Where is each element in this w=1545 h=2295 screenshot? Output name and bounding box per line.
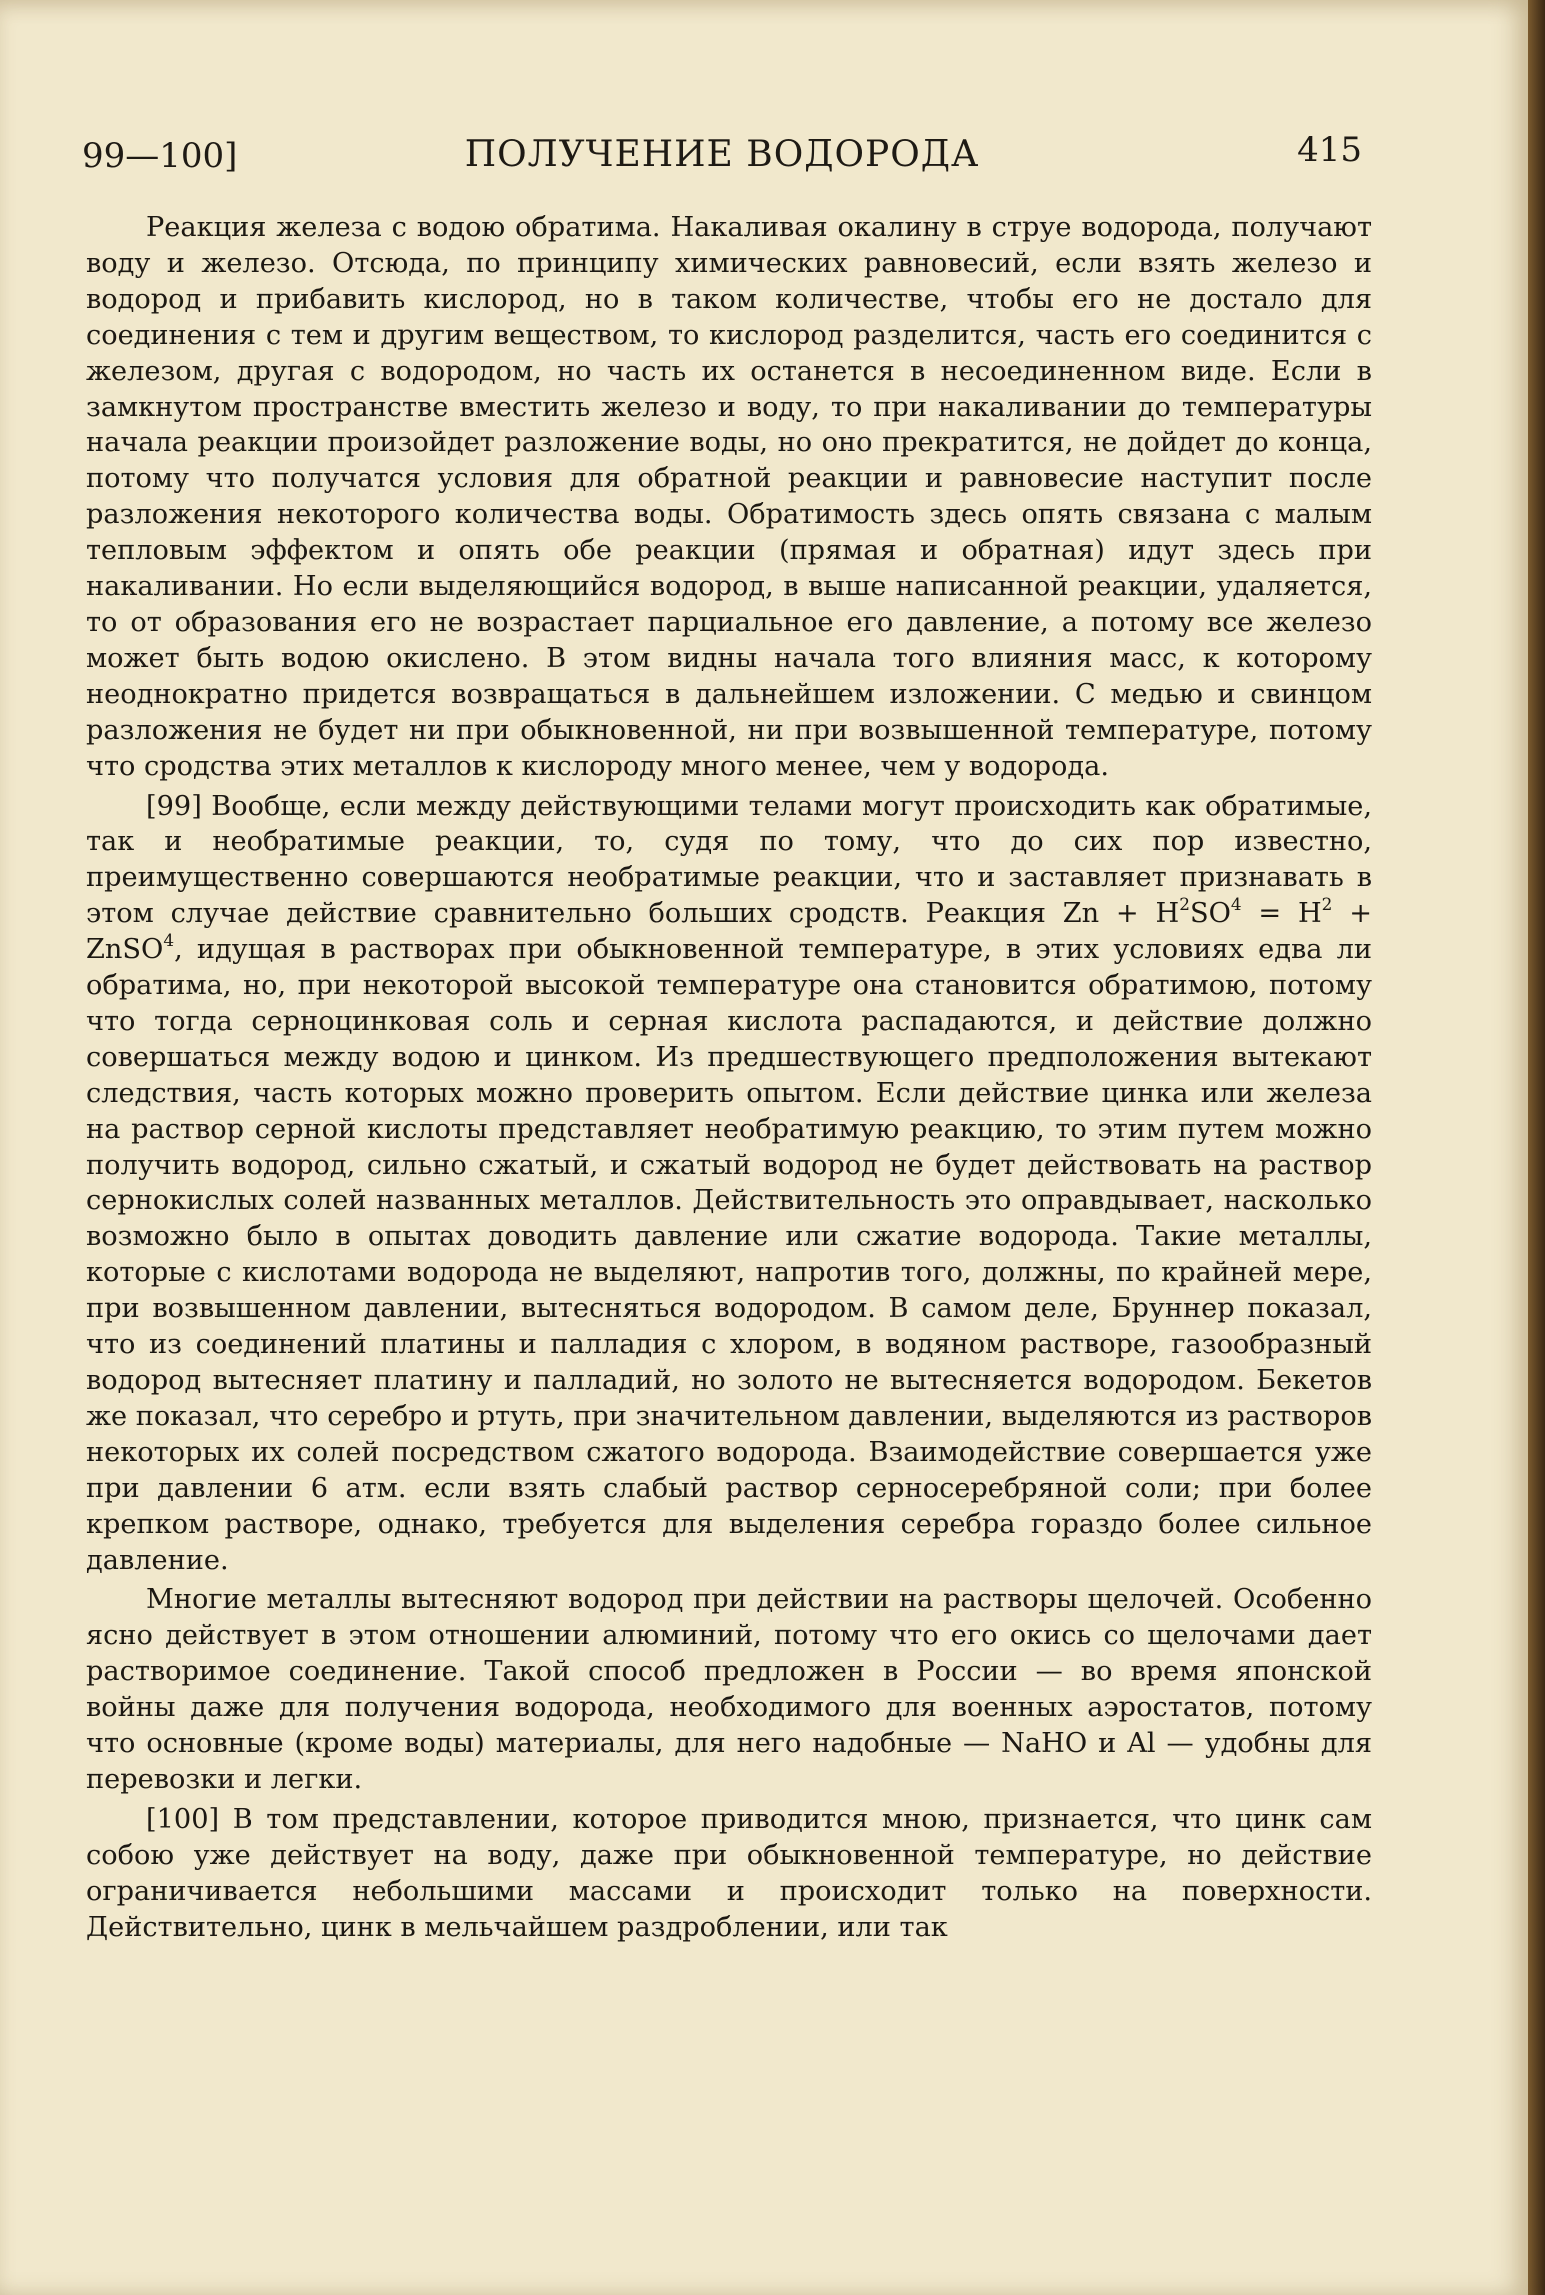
superscript: 4 bbox=[1230, 893, 1242, 914]
body-text bbox=[86, 210, 1372, 1946]
text-run: = H bbox=[1241, 898, 1322, 930]
text-run: Многие металлы вытесняют водород при действии на растворы щелочей. Особенно ясно действует в этом отношении алюминий, потому что его окись со щелочами дает растворимое соединение. Такой способ предложен в России — во время японской войны даже для получения водорода, необходимого для военных аэростатов, потому что основные (кроме воды) материалы, для него надобные — NaHO и Al — удобны для перевозки и легки. bbox=[86, 1584, 1372, 1795]
text-run: , идущая в растворах при обыкновенной температуре, в этих условиях едва ли обратима, но, при некоторой высокой температуре она становится обратимою, потому что тогда серноцинковая соль и серная кислота распадаются, и действие должно совершаться между водою и цинком. Из предшествующего предположения вытекают следствия, часть которых можно проверить опытом. Если действие цинка или железа на раствор серной кислоты представляет необратимую реакцию, то этим путем можно получить водород, сильно сжатый, и сжатый водород не будет действовать на раствор сернокислых солей названных металлов. Действительность это оправдывает, насколько возможно было в опытах доводить давление или сжатие водорода. Такие металлы, которые с кислотами водорода не выделяют, напротив того, должны, по крайней мере, при возвышенном давлении, вытесняться водородом. В самом деле, Бруннер показал, что из соединений платины и палладия с хлором, в водяном растворе, газообразный водород вытесняет платину и палладий, но золото не вытесняется водородом. Бекетов же показал, что серебро и ртуть, при значительном давлении, выделяются из растворов некоторых их солей посредством сжатого водорода. Взаимодействие совершается уже при давлении 6 атм. если взять слабый раствор серносеребряной соли; при более крепком растворе, однако, требуется для выделения серебра гораздо более сильное давление. bbox=[86, 934, 1372, 1576]
paragraph bbox=[86, 1582, 1372, 1797]
page-title: ПОЛУЧЕНИЕ ВОДОРОДА bbox=[464, 134, 980, 175]
text-run: Вообще, если между действующими телами могут происходить как обратимые, так и необратимые реакции, то, судя по тому, что до сих пор известно, преимущественно совершаются необратимые реакции, что и заставляет признавать в этом случае действие сравнительно больших сродств. Реакция Zn + H bbox=[86, 790, 1372, 930]
paragraph bbox=[86, 789, 1372, 1579]
text-run: + ZnSO bbox=[86, 898, 1372, 966]
superscript: 2 bbox=[1179, 893, 1190, 914]
paragraph bbox=[86, 210, 1372, 785]
paragraph bbox=[86, 1802, 1372, 1946]
running-header bbox=[82, 130, 1362, 190]
page-edge bbox=[1528, 0, 1545, 2295]
text-run: SO bbox=[1189, 898, 1231, 930]
section-range: 99—100] bbox=[82, 136, 238, 176]
text-run: Реакция железа с водою обратима. Накаливая окалину в струе водорода, получают воду и железо. Отсюда, по принципу химических равновесий, если взять железо и водород и прибавить кислород, но в таком количестве, чтобы его не достало для соединения с тем и другим веществом, то кислород разделится, часть его соединится с железом, другая с водородом, но часть их останется в несоединенном виде. Если в замкнутом пространстве вместить железо и воду, то при накаливании до температуры начала реакции произойдет разложение воды, но оно прекратится, не дойдет до конца, потому что получатся условия для обратной реакции и равновесие наступит после разложения некоторого количества воды. Обратимость здесь опять связана с малым тепловым эффектом и опять обе реакции (прямая и обратная) идут здесь при накаливании. Но если выделяющийся водород, в выше написанной реакции, удаляется, то от образования его не возрастает парциальное его давление, а потому все железо может быть водою окислено. В этом видны начала того влияния масс, к которому неоднократно придется возвращаться в дальнейшем изложении. С медью и свинцом разложения не будет ни при обыкновенной, ни при возвышенной температуре, потому что сродства этих металлов к кислороду много менее, чем у водорода. bbox=[86, 212, 1372, 782]
superscript: 2 bbox=[1321, 893, 1333, 914]
paragraph-number: [99] bbox=[146, 790, 202, 822]
page-number: 415 bbox=[1297, 130, 1362, 170]
text-run: В том представлении, которое приводится мною, признается, что цинк сам собою уже действует на воду, даже при обыкновенной температуре, но действие ограничивается небольшими массами и происходит только на поверхности. Действительно, цинк в мельчайшем раздроблении, или так bbox=[86, 1803, 1372, 1943]
paragraph-number: [100] bbox=[146, 1803, 220, 1835]
superscript: 4 bbox=[163, 929, 175, 950]
